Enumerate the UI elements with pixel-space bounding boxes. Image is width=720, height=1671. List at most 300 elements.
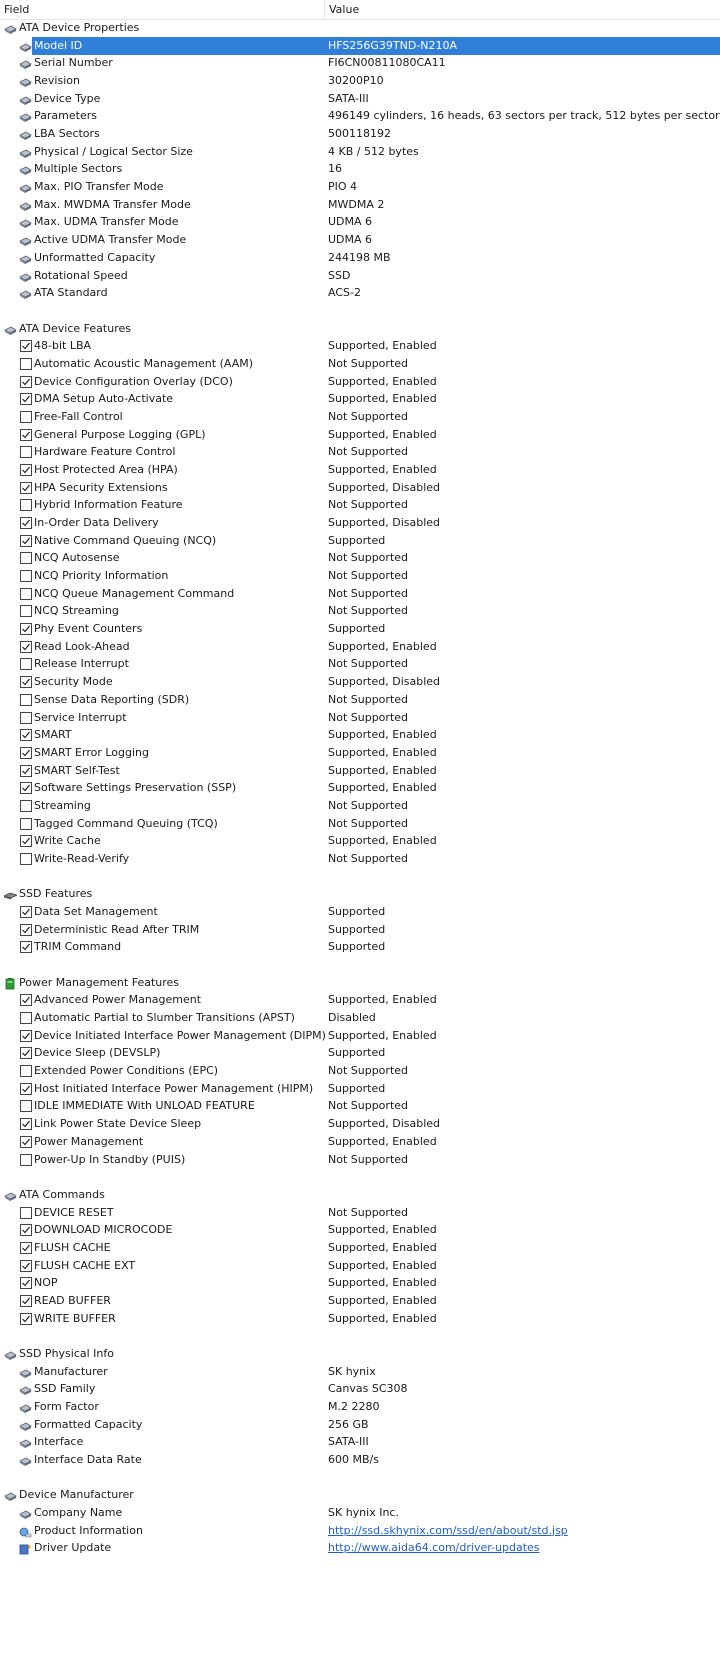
disk-icon xyxy=(4,1190,16,1200)
field-label: Write Cache xyxy=(34,834,101,848)
field-label: Host Protected Area (HPA) xyxy=(34,463,178,476)
unchecked-checkbox xyxy=(20,588,32,600)
field-label: Host Initiated Interface Power Management (HIPM) xyxy=(34,1081,314,1095)
field-value: Not Supported xyxy=(328,586,409,600)
checked-checkbox xyxy=(20,1030,32,1042)
column-divider[interactable] xyxy=(324,0,325,19)
unchecked-checkbox xyxy=(20,552,32,564)
field-value: Not Supported xyxy=(328,657,409,671)
field-value: M.2 2280 xyxy=(328,1400,380,1414)
row-driver-update[interactable] xyxy=(0,1539,720,1557)
row-form-factor[interactable] xyxy=(0,1398,720,1416)
disk-icon xyxy=(19,288,31,298)
field-value: PIO 4 xyxy=(328,180,358,194)
field-label: Form Factor xyxy=(34,1400,99,1414)
unchecked-checkbox xyxy=(20,800,32,812)
unchecked-checkbox xyxy=(20,1065,32,1077)
field-label: Advanced Power Management xyxy=(34,993,202,1007)
checked-checkbox xyxy=(20,641,32,653)
row-formatted-capacity[interactable] xyxy=(0,1416,720,1434)
unchecked-checkbox xyxy=(20,658,32,670)
unchecked-checkbox xyxy=(20,1012,32,1024)
row-revision[interactable] xyxy=(0,72,720,90)
row-device-initiated-interface-power-management-dipm[interactable] xyxy=(0,1027,720,1045)
field-label: Streaming xyxy=(34,798,91,812)
field-value: 600 MB/s xyxy=(328,1453,379,1467)
field-label: Link Power State Device Sleep xyxy=(34,1117,202,1131)
field-value: Supported xyxy=(328,533,386,547)
unchecked-checkbox xyxy=(20,446,32,458)
row-device-type[interactable] xyxy=(0,90,720,108)
spacer-row xyxy=(0,956,720,974)
field-label: Extended Power Conditions (EPC) xyxy=(34,1064,219,1078)
field-label: Device Type xyxy=(34,91,101,105)
field-value: 256 GB xyxy=(328,1417,369,1431)
field-label: DEVICE RESET xyxy=(34,1205,114,1219)
checked-checkbox xyxy=(20,1260,32,1272)
field-value: SK hynix Inc. xyxy=(328,1506,399,1520)
checked-checkbox xyxy=(20,482,32,494)
field-label: Release Interrupt xyxy=(34,657,129,671)
row-lba-sectors[interactable] xyxy=(0,125,720,143)
field-value: Supported, Enabled xyxy=(328,392,437,406)
field-label: Write-Read-Verify xyxy=(34,851,130,865)
group-header-power-management-features[interactable] xyxy=(0,974,720,992)
field-label: Power-Up In Standby (PUIS) xyxy=(34,1152,186,1166)
checked-checkbox xyxy=(20,747,32,759)
checked-checkbox xyxy=(20,1047,32,1059)
disk-icon xyxy=(19,1508,31,1518)
row-smart-error-logging[interactable] xyxy=(0,744,720,762)
field-label: ATA Standard xyxy=(34,286,108,300)
field-label: SMART Error Logging xyxy=(34,745,150,759)
field-value: Supported xyxy=(328,940,386,954)
field-label: Software Settings Preservation (SSP) xyxy=(34,781,237,795)
field-label: FLUSH CACHE xyxy=(34,1240,111,1254)
field-value: 30200P10 xyxy=(328,74,384,88)
value-link[interactable]: http://ssd.skhynix.com/ssd/en/about/std.jsp xyxy=(328,1523,568,1537)
field-value: SATA-III xyxy=(328,1435,369,1449)
field-value: Not Supported xyxy=(328,551,409,565)
field-label: Max. UDMA Transfer Mode xyxy=(34,215,179,229)
group-header-ata-device-features[interactable] xyxy=(0,320,720,338)
unchecked-checkbox xyxy=(20,499,32,511)
field-value: Supported xyxy=(328,922,386,936)
unchecked-checkbox xyxy=(20,1154,32,1166)
field-value: UDMA 6 xyxy=(328,233,373,247)
field-label: Product Information xyxy=(34,1523,143,1537)
group-header-ata-commands[interactable] xyxy=(0,1186,720,1204)
field-label: Phy Event Counters xyxy=(34,622,143,636)
row-software-settings-preservation-ssp[interactable] xyxy=(0,779,720,797)
unchecked-checkbox xyxy=(20,358,32,370)
unchecked-checkbox xyxy=(20,853,32,865)
field-label: Revision xyxy=(34,74,80,88)
field-label: WRITE BUFFER xyxy=(34,1311,116,1325)
row-device-sleep-devslp[interactable] xyxy=(0,1044,720,1062)
row-trim-command[interactable] xyxy=(0,938,720,956)
disk-icon xyxy=(19,129,31,139)
row-interface[interactable] xyxy=(0,1433,720,1451)
row-ncq-streaming[interactable] xyxy=(0,602,720,620)
disk-icon xyxy=(4,1349,16,1359)
disk-icon xyxy=(4,324,16,334)
field-value: Supported xyxy=(328,1046,386,1060)
field-label: Parameters xyxy=(34,109,97,123)
row-active-udma-transfer-mode[interactable] xyxy=(0,231,720,249)
row-host-protected-area-hpa[interactable] xyxy=(0,461,720,479)
disk-icon xyxy=(19,147,31,157)
row-ssd-family[interactable] xyxy=(0,1380,720,1398)
row-write-read-verify[interactable] xyxy=(0,850,720,868)
field-label: Read Look-Ahead xyxy=(34,639,130,653)
row-native-command-queuing-ncq[interactable] xyxy=(0,532,720,550)
row-multiple-sectors[interactable] xyxy=(0,160,720,178)
checked-checkbox xyxy=(20,906,32,918)
disk-icon xyxy=(19,94,31,104)
group-title: ATA Device Properties xyxy=(19,21,140,34)
row-hybrid-information-feature[interactable] xyxy=(0,496,720,514)
row-extended-power-conditions-epc[interactable] xyxy=(0,1062,720,1080)
group-header-ata-device-properties[interactable] xyxy=(0,19,720,37)
row-read-buffer[interactable] xyxy=(0,1292,720,1310)
field-value: Supported, Enabled xyxy=(328,993,437,1007)
row-ncq-queue-management-command[interactable] xyxy=(0,585,720,603)
field-value: Supported, Disabled xyxy=(328,675,441,689)
group-title: ATA Commands xyxy=(19,1187,105,1201)
field-label: Security Mode xyxy=(34,675,113,689)
row-deterministic-read-after-trim[interactable] xyxy=(0,921,720,939)
field-label: FLUSH CACHE EXT xyxy=(34,1258,136,1272)
field-value: Not Supported xyxy=(328,1205,409,1219)
field-label: Automatic Partial to Slumber Transitions (APST) xyxy=(34,1011,295,1025)
disk-icon xyxy=(19,1455,31,1465)
ssd-icon xyxy=(4,889,16,899)
field-value: FI6CN00811080CA11 xyxy=(328,56,446,70)
field-label: TRIM Command xyxy=(34,940,122,954)
checked-checkbox xyxy=(20,924,32,936)
disk-icon xyxy=(19,1384,31,1394)
row-general-purpose-logging-gpl[interactable] xyxy=(0,426,720,444)
spacer-row xyxy=(0,1168,720,1186)
field-value: SSD xyxy=(328,268,351,282)
row-company-name[interactable] xyxy=(0,1504,720,1522)
checked-checkbox xyxy=(20,835,32,847)
field-label: Interface xyxy=(34,1435,84,1449)
field-value: Not Supported xyxy=(328,816,409,830)
row-max-pio-transfer-mode[interactable] xyxy=(0,178,720,196)
row-streaming[interactable] xyxy=(0,797,720,815)
field-label: NCQ Streaming xyxy=(34,604,119,618)
checked-checkbox xyxy=(20,623,32,635)
unchecked-checkbox xyxy=(20,712,32,724)
row-write-cache[interactable] xyxy=(0,832,720,850)
field-value: MWDMA 2 xyxy=(328,197,385,211)
field-label: Service Interrupt xyxy=(34,710,127,724)
row-model-id[interactable] xyxy=(0,37,720,55)
group-title: Power Management Features xyxy=(19,975,180,989)
checked-checkbox xyxy=(20,1224,32,1236)
field-value: Supported, Enabled xyxy=(328,1240,437,1254)
field-value: 16 xyxy=(328,162,342,176)
field-label: SSD Family xyxy=(34,1382,96,1396)
field-value: Supported, Enabled xyxy=(328,1276,437,1290)
disk-icon xyxy=(19,1402,31,1412)
value-link[interactable]: http://www.aida64.com/driver-updates xyxy=(328,1541,540,1555)
field-label: Device Initiated Interface Power Management (DIPM) xyxy=(34,1028,326,1042)
row-write-buffer[interactable] xyxy=(0,1310,720,1328)
field-value: Not Supported xyxy=(328,356,409,370)
row-serial-number[interactable] xyxy=(0,54,720,72)
field-label: Max. PIO Transfer Mode xyxy=(34,180,164,194)
field-value: Supported, Enabled xyxy=(328,1134,437,1148)
field-value: Supported, Disabled xyxy=(328,480,441,494)
row-48-bit-lba[interactable] xyxy=(0,337,720,355)
field-value: Supported xyxy=(328,622,386,636)
row-idle-immediate-with-unload-feature[interactable] xyxy=(0,1097,720,1115)
field-label: NCQ Queue Management Command xyxy=(34,586,235,600)
row-data-set-management[interactable] xyxy=(0,903,720,921)
field-value: 500118192 xyxy=(328,127,391,141)
field-label: Multiple Sectors xyxy=(34,162,123,176)
checked-checkbox xyxy=(20,517,32,529)
checked-checkbox xyxy=(20,1136,32,1148)
row-in-order-data-delivery[interactable] xyxy=(0,514,720,532)
disk-icon xyxy=(19,111,31,121)
checked-checkbox xyxy=(20,782,32,794)
row-dma-setup-auto-activate[interactable] xyxy=(0,390,720,408)
row-sense-data-reporting-sdr[interactable] xyxy=(0,691,720,709)
spacer-row xyxy=(0,1327,720,1345)
group-title: ATA Device Features xyxy=(19,321,131,335)
field-value: Not Supported xyxy=(328,1099,409,1113)
disk-icon xyxy=(19,182,31,192)
checked-checkbox xyxy=(20,941,32,953)
row-read-look-ahead[interactable] xyxy=(0,638,720,656)
disk-icon xyxy=(19,1367,31,1377)
field-value: Supported, Disabled xyxy=(328,516,441,530)
field-value: Supported, Enabled xyxy=(328,1258,437,1272)
field-value: SK hynix xyxy=(328,1364,376,1378)
row-power-management[interactable] xyxy=(0,1133,720,1151)
field-value: Not Supported xyxy=(328,798,409,812)
field-label: Sense Data Reporting (SDR) xyxy=(34,692,190,706)
battery-icon xyxy=(4,978,16,988)
disk-icon xyxy=(19,271,31,281)
field-label: 48-bit LBA xyxy=(34,339,92,353)
disk-icon xyxy=(19,1437,31,1447)
field-label: Formatted Capacity xyxy=(34,1417,143,1431)
row-hpa-security-extensions[interactable] xyxy=(0,479,720,497)
checked-checkbox xyxy=(20,1242,32,1254)
field-value: 496149 cylinders, 16 heads, 63 sectors per track, 512 bytes per sector xyxy=(328,109,720,123)
group-header-ssd-features[interactable] xyxy=(0,885,720,903)
field-value: Not Supported xyxy=(328,1152,409,1166)
row-release-interrupt[interactable] xyxy=(0,655,720,673)
field-value: 244198 MB xyxy=(328,250,391,264)
row-automatic-partial-to-slumber-transitions-apst[interactable] xyxy=(0,1009,720,1027)
field-value: Supported, Enabled xyxy=(328,374,437,388)
field-value: Supported xyxy=(328,1081,386,1095)
field-value: Supported, Enabled xyxy=(328,745,437,759)
row-rotational-speed[interactable] xyxy=(0,267,720,285)
checked-checkbox xyxy=(20,1118,32,1130)
row-service-interrupt[interactable] xyxy=(0,709,720,727)
row-unformatted-capacity[interactable] xyxy=(0,249,720,267)
row-max-mwdma-transfer-mode[interactable] xyxy=(0,196,720,214)
field-value: Supported, Enabled xyxy=(328,781,437,795)
field-label: In-Order Data Delivery xyxy=(34,516,159,530)
field-label: Interface Data Rate xyxy=(34,1453,142,1467)
field-label: DOWNLOAD MICROCODE xyxy=(34,1223,173,1237)
field-label: LBA Sectors xyxy=(34,127,100,141)
row-free-fall-control[interactable] xyxy=(0,408,720,426)
checked-checkbox xyxy=(20,994,32,1006)
row-interface-data-rate[interactable] xyxy=(0,1451,720,1469)
field-label: NCQ Autosense xyxy=(34,551,120,565)
field-value: Supported, Enabled xyxy=(328,1028,437,1042)
unchecked-checkbox xyxy=(20,818,32,830)
group-title: Device Manufacturer xyxy=(19,1488,134,1502)
checked-checkbox xyxy=(20,765,32,777)
group-title: SSD Physical Info xyxy=(19,1347,114,1360)
disk-icon xyxy=(19,58,31,68)
row-security-mode[interactable] xyxy=(0,673,720,691)
field-value: Supported, Enabled xyxy=(328,1293,437,1307)
field-label: Automatic Acoustic Management (AAM) xyxy=(34,356,254,370)
field-value: Not Supported xyxy=(328,604,409,618)
field-value: ACS-2 xyxy=(328,286,361,300)
row-device-configuration-overlay-dco[interactable] xyxy=(0,373,720,391)
row-tagged-command-queuing-tcq[interactable] xyxy=(0,815,720,833)
row-hardware-feature-control[interactable] xyxy=(0,443,720,461)
disk-icon xyxy=(4,23,16,33)
checked-checkbox xyxy=(20,535,32,547)
disk-icon xyxy=(19,217,31,227)
field-value: Supported, Enabled xyxy=(328,834,437,848)
checked-checkbox xyxy=(20,1295,32,1307)
row-nop[interactable] xyxy=(0,1274,720,1292)
column-header xyxy=(0,0,720,20)
disk-icon xyxy=(19,1420,31,1430)
disk-icon xyxy=(19,164,31,174)
field-label: General Purpose Logging (GPL) xyxy=(34,427,206,441)
field-label: Device Configuration Overlay (DCO) xyxy=(34,374,233,388)
field-label: Native Command Queuing (NCQ) xyxy=(34,533,217,547)
field-label: Serial Number xyxy=(34,56,113,70)
field-label: Free-Fall Control xyxy=(34,409,123,423)
field-label: NCQ Priority Information xyxy=(34,569,169,583)
field-value: Supported, Enabled xyxy=(328,763,437,777)
unchecked-checkbox xyxy=(20,1207,32,1219)
row-flush-cache[interactable] xyxy=(0,1239,720,1257)
field-value: Not Supported xyxy=(328,498,409,512)
row-smart-self-test[interactable] xyxy=(0,762,720,780)
checked-checkbox xyxy=(20,1277,32,1289)
row-device-reset[interactable] xyxy=(0,1204,720,1222)
field-label: DMA Setup Auto-Activate xyxy=(34,392,174,406)
field-value: Disabled xyxy=(328,1011,376,1025)
row-max-udma-transfer-mode[interactable] xyxy=(0,213,720,231)
row-ncq-priority-information[interactable] xyxy=(0,567,720,585)
row-host-initiated-interface-power-management-hipm[interactable] xyxy=(0,1080,720,1098)
field-value: Not Supported xyxy=(328,692,409,706)
unchecked-checkbox xyxy=(20,1100,32,1112)
row-physical-logical-sector-size[interactable] xyxy=(0,143,720,161)
row-power-up-in-standby-puis[interactable] xyxy=(0,1151,720,1169)
row-product-information[interactable] xyxy=(0,1522,720,1540)
field-label: SMART xyxy=(34,728,72,742)
field-value: Supported, Enabled xyxy=(328,1311,437,1325)
field-value: Canvas SC308 xyxy=(328,1382,408,1396)
field-label: Company Name xyxy=(34,1506,123,1520)
row-link-power-state-device-sleep[interactable] xyxy=(0,1115,720,1133)
field-label: Unformatted Capacity xyxy=(34,250,156,264)
row-phy-event-counters[interactable] xyxy=(0,620,720,638)
field-label: Power Management xyxy=(34,1134,144,1148)
checked-checkbox xyxy=(20,429,32,441)
unchecked-checkbox xyxy=(20,411,32,423)
field-column-header[interactable]: Field xyxy=(4,3,30,16)
row-flush-cache-ext[interactable] xyxy=(0,1257,720,1275)
field-value: HFS256G39TND-N210A xyxy=(328,38,458,52)
field-label: Hardware Feature Control xyxy=(34,445,176,459)
field-value: Supported, Enabled xyxy=(328,728,437,742)
row-manufacturer[interactable] xyxy=(0,1363,720,1381)
checked-checkbox xyxy=(20,1313,32,1325)
update-icon xyxy=(19,1543,31,1553)
field-label: Rotational Speed xyxy=(34,268,128,282)
row-automatic-acoustic-management-aam[interactable] xyxy=(0,355,720,373)
row-smart[interactable] xyxy=(0,726,720,744)
disk-icon xyxy=(19,200,31,210)
field-value: Supported, Enabled xyxy=(328,339,437,353)
field-label: SMART Self-Test xyxy=(34,763,120,777)
field-label: Active UDMA Transfer Mode xyxy=(34,233,187,247)
field-label: Driver Update xyxy=(34,1541,112,1555)
field-label: Manufacturer xyxy=(34,1364,108,1378)
checked-checkbox xyxy=(20,676,32,688)
disk-icon xyxy=(19,235,31,245)
field-value: Supported, Enabled xyxy=(328,1223,437,1237)
field-value: Supported, Enabled xyxy=(328,463,437,476)
row-ata-standard[interactable] xyxy=(0,284,720,302)
field-value: Supported, Enabled xyxy=(328,427,437,441)
row-download-microcode[interactable] xyxy=(0,1221,720,1239)
spacer-row xyxy=(0,302,720,320)
unchecked-checkbox xyxy=(20,694,32,706)
field-value: Supported xyxy=(328,905,386,918)
row-advanced-power-management[interactable] xyxy=(0,991,720,1009)
row-ncq-autosense[interactable] xyxy=(0,549,720,567)
field-label: HPA Security Extensions xyxy=(34,480,168,494)
field-value: Supported, Disabled xyxy=(328,1117,441,1131)
field-value: Not Supported xyxy=(328,409,409,423)
group-header-device-manufacturer[interactable] xyxy=(0,1486,720,1504)
field-label: Max. MWDMA Transfer Mode xyxy=(34,197,191,211)
field-label: Data Set Management xyxy=(34,905,158,918)
disk-icon xyxy=(19,76,31,86)
checked-checkbox xyxy=(20,464,32,476)
field-value: Not Supported xyxy=(328,569,409,583)
field-label: NOP xyxy=(34,1276,58,1290)
checked-checkbox xyxy=(20,376,32,388)
field-label: Hybrid Information Feature xyxy=(34,498,183,512)
value-column-header[interactable]: Value xyxy=(329,3,360,16)
group-header-ssd-physical-info[interactable] xyxy=(0,1345,720,1363)
row-parameters[interactable] xyxy=(0,107,720,125)
disk-icon xyxy=(19,41,31,51)
